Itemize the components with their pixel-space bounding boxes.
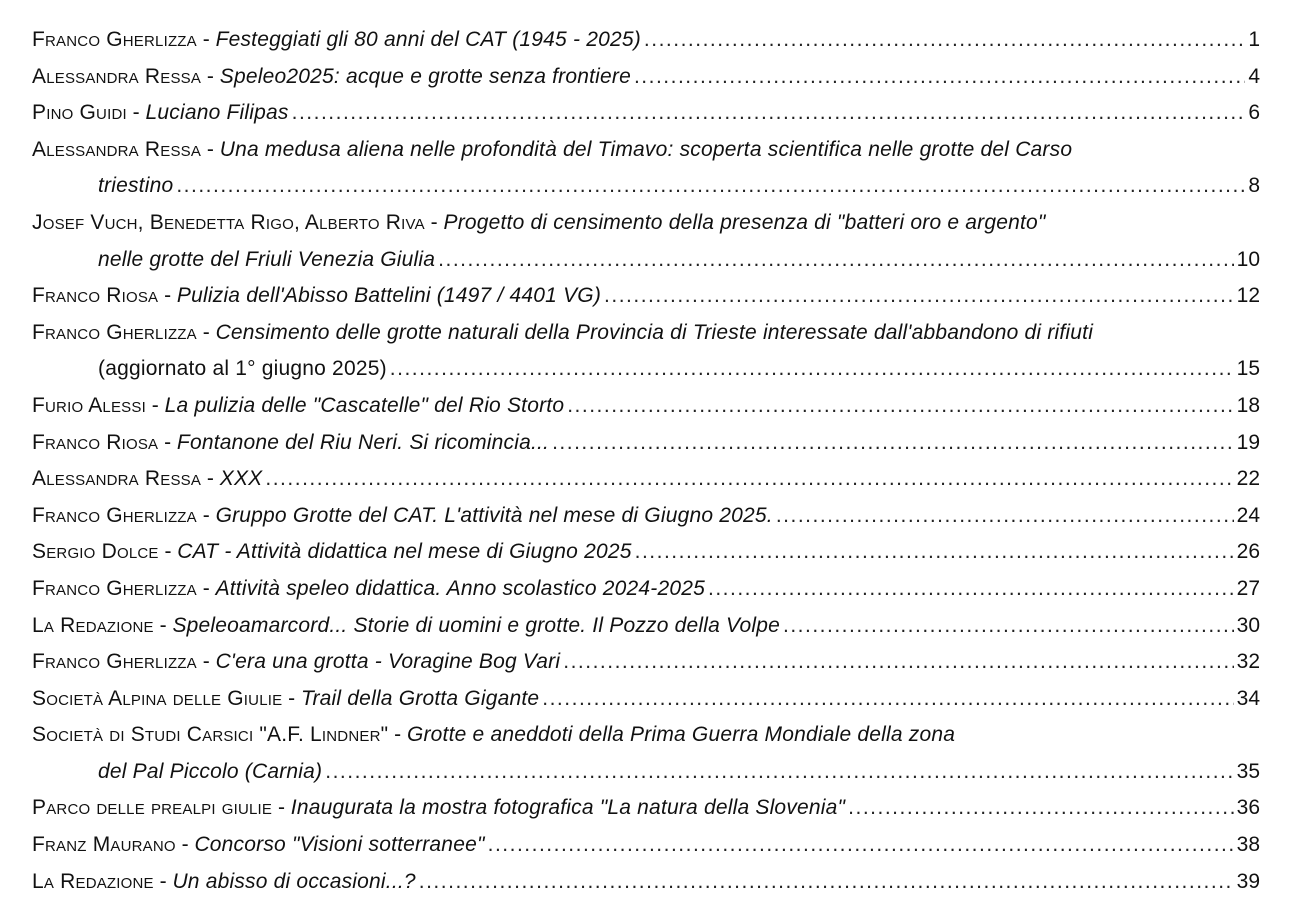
toc-title: Censimento delle grotte naturali della Provincia di Trieste interessate dall'abbandono di rifiuti <box>215 320 1094 344</box>
toc-entry-continuation <box>32 754 1260 791</box>
toc-title: C'era una grotta - Voragine Bog Vari <box>215 650 561 674</box>
dot-leader <box>176 168 1245 205</box>
toc-author: Sergio Dolce <box>32 540 159 564</box>
toc-title: Concorso "Visioni sotterranee" <box>194 833 485 857</box>
toc-author: Franco Riosa <box>32 430 159 454</box>
toc-page-number: 39 <box>1236 869 1260 893</box>
toc-entry-line <box>32 205 1260 242</box>
toc-title: Una medusa aliena nelle profondità del Timavo: scoperta scientifica nelle grotte del Carso <box>219 137 1073 161</box>
toc-separator: - <box>196 28 216 51</box>
toc-title: Progetto di censimento della presenza di "batteri oro e argento" <box>443 210 1046 234</box>
toc-entry[interactable] <box>32 388 1260 425</box>
toc-entry[interactable] <box>32 608 1260 645</box>
toc-entry-line <box>32 388 1260 425</box>
toc-entry[interactable] <box>32 644 1260 681</box>
toc-title-continuation: nelle grotte del Friuli Venezia Giulia <box>98 247 436 271</box>
toc-author: Società di Studi Carsici "A.F. Lindner" <box>32 723 389 747</box>
dot-leader <box>563 644 1233 681</box>
dot-leader <box>390 351 1234 388</box>
dot-leader <box>604 278 1234 315</box>
dot-leader <box>848 790 1233 827</box>
toc-entry[interactable] <box>32 95 1260 132</box>
toc-separator: - <box>282 686 301 710</box>
dot-leader <box>325 754 1233 791</box>
dot-leader <box>567 388 1233 425</box>
toc-title: Festeggiati gli 80 anni del CAT (1945 - 2025) <box>215 28 641 51</box>
toc-entry-line <box>32 278 1260 315</box>
toc-page-number: 19 <box>1236 430 1260 454</box>
toc-page-number: 30 <box>1236 613 1260 637</box>
toc-separator: - <box>158 540 178 564</box>
toc-title: Speleo2025: acque e grotte senza frontiere <box>219 64 631 88</box>
toc-author: La Redazione <box>32 869 154 893</box>
toc-page-number: 24 <box>1236 503 1260 527</box>
toc-title-continuation: triestino <box>98 174 174 198</box>
dot-leader <box>488 827 1234 864</box>
toc-entry-line <box>32 425 1260 462</box>
toc-entry[interactable] <box>32 864 1260 900</box>
toc-entry-continuation <box>32 351 1260 388</box>
toc-separator: - <box>196 320 216 344</box>
toc-page-number: 10 <box>1236 247 1260 271</box>
dot-leader <box>265 461 1233 498</box>
toc-separator: - <box>196 576 216 600</box>
toc-separator: - <box>158 284 177 308</box>
toc-entry[interactable] <box>32 22 1260 59</box>
toc-separator: - <box>196 650 216 674</box>
toc-separator: - <box>201 137 220 161</box>
toc-author: Franco Gherlizza <box>32 576 197 600</box>
toc-separator: - <box>145 393 165 417</box>
toc-author: Franco Riosa <box>32 284 159 308</box>
toc-entry-continuation <box>32 242 1260 279</box>
toc-separator: - <box>175 833 195 857</box>
dot-leader <box>438 242 1233 279</box>
toc-page-number: 22 <box>1236 467 1260 491</box>
toc-author: Franz Maurano <box>32 833 176 857</box>
toc-entry-continuation <box>32 168 1260 205</box>
dot-leader <box>634 59 1245 96</box>
toc-entry-line <box>32 644 1260 681</box>
toc-entry-line <box>32 717 1260 754</box>
toc-author: Alessandra Ressa <box>32 64 202 88</box>
toc-entry-line <box>32 22 1260 59</box>
toc-title: CAT - Attività didattica nel mese di Giugno 2025 <box>177 540 632 564</box>
toc-entry-line <box>32 498 1260 535</box>
toc-author: Società Alpina delle Giulie <box>32 686 283 710</box>
toc-entry[interactable] <box>32 315 1260 388</box>
dot-leader <box>783 608 1234 645</box>
toc-entry[interactable] <box>32 681 1260 718</box>
toc-title: Inaugurata la mostra fotografica "La natura della Slovenia" <box>290 796 846 820</box>
toc-entry-line <box>32 790 1260 827</box>
toc-author: Furio Alessi <box>32 393 146 417</box>
toc-entry-line <box>32 827 1260 864</box>
toc-separator: - <box>424 210 444 234</box>
toc-separator: - <box>272 796 291 820</box>
toc-author: Franco Gherlizza <box>32 503 197 527</box>
toc-author: Alessandra Ressa <box>32 137 202 161</box>
toc-entry[interactable] <box>32 425 1260 462</box>
toc-author: Josef Vuch, Benedetta Rigo, Alberto Riva <box>32 210 425 234</box>
toc-author: Franco Gherlizza <box>32 28 197 51</box>
toc-author: Franco Gherlizza <box>32 320 197 344</box>
toc-title: Gruppo Grotte del CAT. L'attività nel mese di Giugno 2025. <box>215 503 773 527</box>
toc-author: La Redazione <box>32 613 154 637</box>
toc-title: Attività speleo didattica. Anno scolastico 2024-2025 <box>215 576 705 600</box>
dot-leader <box>542 681 1233 718</box>
toc-page-number: 27 <box>1236 576 1260 600</box>
toc-separator: - <box>201 467 220 491</box>
toc-separator: - <box>158 430 177 454</box>
toc-entry[interactable] <box>32 59 1260 96</box>
toc-title-continuation: del Pal Piccolo (Carnia) <box>98 759 323 783</box>
toc-page-number: 32 <box>1236 650 1260 674</box>
toc-page-number: 34 <box>1236 686 1260 710</box>
toc-entry-line <box>32 681 1260 718</box>
dot-leader <box>292 95 1245 132</box>
toc-separator: - <box>153 613 173 637</box>
toc-title: Trail della Grotta Gigante <box>301 686 540 710</box>
toc-page-number: 26 <box>1236 540 1260 564</box>
toc-author: Franco Gherlizza <box>32 650 197 674</box>
toc-page-number: 38 <box>1236 833 1260 857</box>
toc-entry-line <box>32 571 1260 608</box>
toc-entry-line <box>32 534 1260 571</box>
toc-title: Pulizia dell'Abisso Battelini (1497 / 4401 VG) <box>176 284 602 308</box>
toc-entry-line <box>32 95 1260 132</box>
toc-page-number: 4 <box>1248 64 1260 88</box>
toc-page-number: 18 <box>1236 393 1260 417</box>
toc-entry-line <box>32 132 1260 169</box>
toc-page-number: 35 <box>1236 759 1260 783</box>
toc-title: Fontanone del Riu Neri. Si ricomincia... <box>176 430 550 454</box>
toc-entry[interactable] <box>32 278 1260 315</box>
dot-leader <box>708 571 1234 608</box>
toc-entry-line <box>32 461 1260 498</box>
toc-separator: - <box>153 869 173 893</box>
toc-entry-line <box>32 315 1260 352</box>
toc-entry[interactable] <box>32 534 1260 571</box>
toc-page-number: 36 <box>1236 796 1260 820</box>
toc-entry[interactable] <box>32 827 1260 864</box>
toc-entry[interactable] <box>32 790 1260 827</box>
toc-entry[interactable] <box>32 498 1260 535</box>
toc-entry-line <box>32 608 1260 645</box>
toc-title: Luciano Filipas <box>145 101 289 125</box>
toc-page-number: 1 <box>1248 28 1260 51</box>
toc-page-number: 15 <box>1236 357 1260 381</box>
toc-author: Alessandra Ressa <box>32 467 202 491</box>
toc-entry[interactable] <box>32 132 1260 205</box>
dot-leader <box>644 22 1245 59</box>
toc-page-number: 6 <box>1248 101 1260 125</box>
toc-entry-line <box>32 59 1260 96</box>
toc-author: Pino Guidi <box>32 101 127 125</box>
toc-entry-line <box>32 864 1260 900</box>
toc-title: Speleoamarcord... Storie di uomini e grotte. Il Pozzo della Volpe <box>172 613 780 637</box>
toc-separator: - <box>388 723 407 747</box>
toc-separator: - <box>201 64 220 88</box>
toc-entry[interactable] <box>32 205 1260 278</box>
toc-entry[interactable] <box>32 461 1260 498</box>
toc-title: XXX <box>219 467 263 491</box>
toc-page-number: 12 <box>1236 284 1260 308</box>
toc-title: Un abisso di occasioni...? <box>172 869 416 893</box>
toc-entry[interactable] <box>32 571 1260 608</box>
toc-author: Parco delle prealpi giulie <box>32 796 273 820</box>
toc-title: La pulizia delle "Cascatelle" del Rio Storto <box>164 393 565 417</box>
dot-leader <box>419 864 1234 900</box>
toc-separator: - <box>196 503 216 527</box>
dot-leader <box>776 498 1234 535</box>
table-of-contents <box>32 22 1260 900</box>
dot-leader <box>552 425 1234 462</box>
toc-page-number: 8 <box>1248 174 1260 198</box>
toc-title: Grotte e aneddoti della Prima Guerra Mondiale della zona <box>406 723 956 747</box>
toc-title-continuation: (aggiornato al 1° giugno 2025) <box>98 357 387 381</box>
toc-entry[interactable] <box>32 717 1260 790</box>
toc-separator: - <box>126 101 146 125</box>
dot-leader <box>635 534 1234 571</box>
